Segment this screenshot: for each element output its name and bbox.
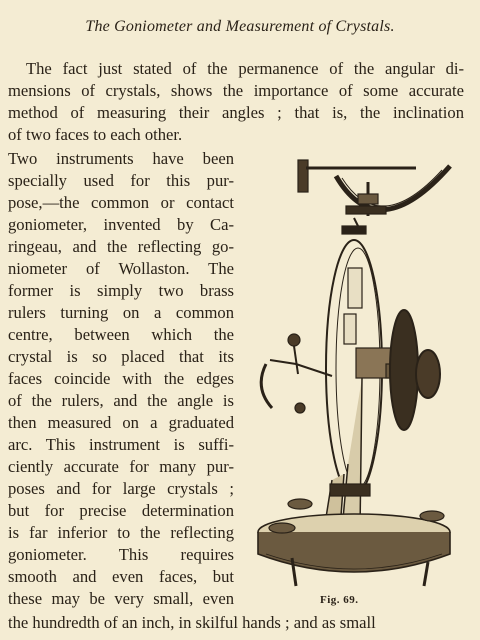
text-line: ringeau, and the reflecting go- [8,237,234,256]
text-line: faces coincide with the edges [8,369,234,388]
text-line: then measured on a graduated [8,413,234,432]
text-line: smooth and even faces, but [8,567,234,586]
text-line: these may be very small, even [8,589,234,608]
text-line: of the rulers, and the angle is [8,391,234,410]
text-line: goniometer. This requires [8,545,234,564]
text-line: of two faces to each other. [8,125,183,144]
text-line: is far inferior to the reflecting [8,523,234,542]
text-line: niometer of Wollaston. The [8,259,234,278]
text-line: ciently accurate for many pur- [8,457,234,476]
text-line: goniometer, invented by Ca- [8,215,234,234]
text-line: specially used for this pur- [8,171,234,190]
figure-caption: Fig. 69. [320,594,359,606]
text-line: mensions of crystals, shows the importance of some accurate [8,81,464,100]
text-line: former is simply two brass [8,281,234,300]
page-header-title: The Goniometer and Measurement of Crystals. [85,18,395,35]
goniometer-illustration [236,138,472,606]
text-line: poses and for large crystals ; [8,479,234,498]
text-line: rulers turning on a common [8,303,234,322]
text-line: centre, between which the [8,325,234,344]
text-line: but for precise determination [8,501,234,520]
text-line: The fact just stated of the permanence of the angular di- [26,59,464,78]
text-line: pose,—the common or contact [8,193,234,212]
text-line: arc. This instrument is suffi- [8,435,234,454]
text-line: crystal is so placed that its [8,347,234,366]
text-line: Two instruments have been [8,149,234,168]
text-line: method of measuring their angles ; that is, the inclination [8,103,464,122]
text-line: the hundredth of an inch, in skilful hands ; and as small [8,613,376,632]
